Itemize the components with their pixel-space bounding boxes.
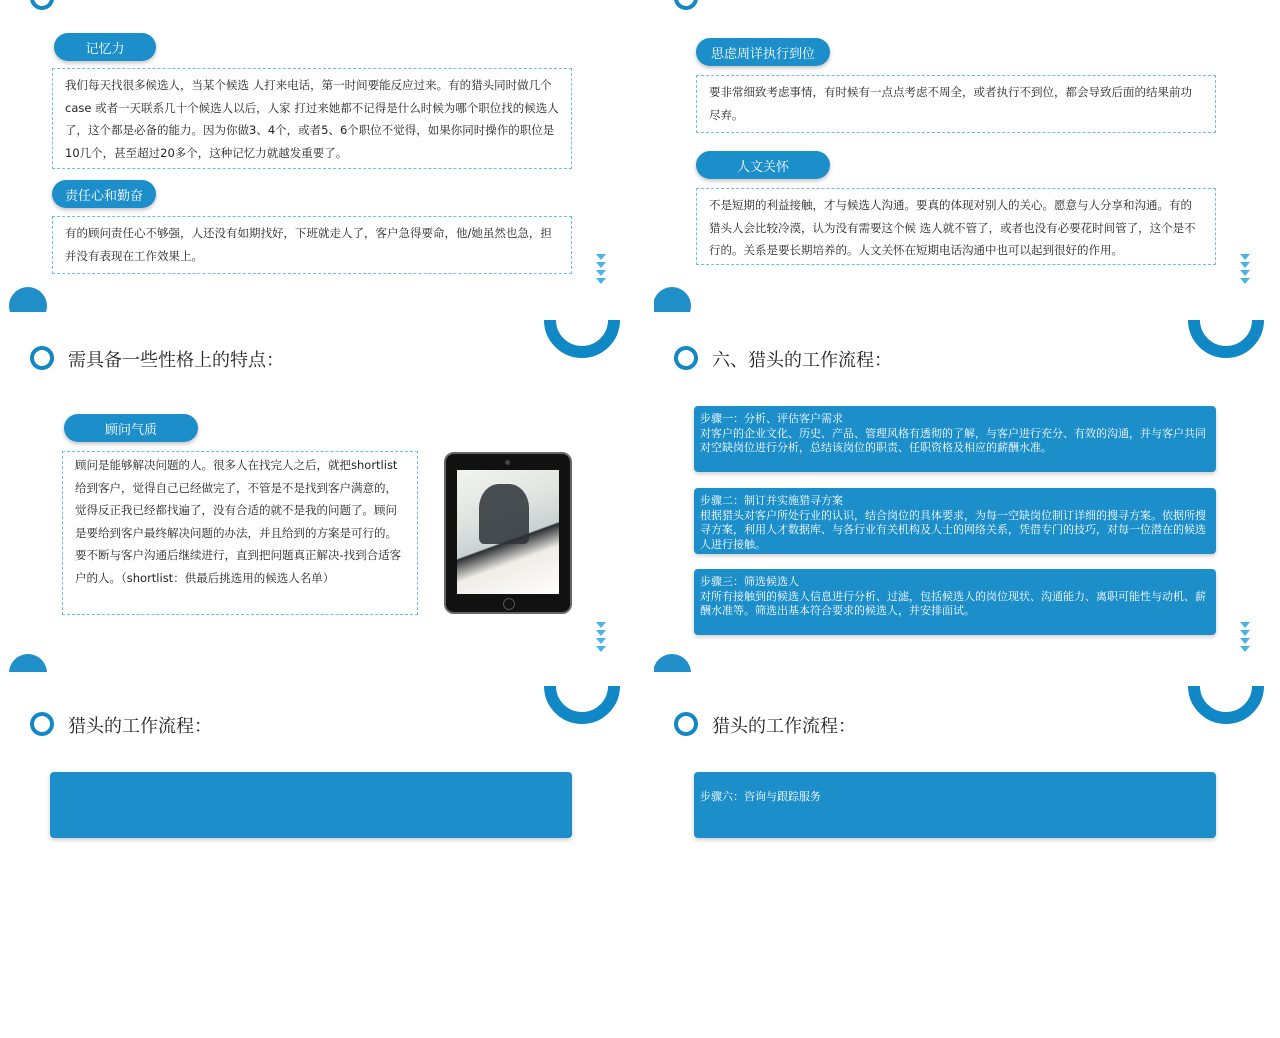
corner-arc-decoration: [544, 686, 620, 724]
corner-decoration: [9, 654, 47, 672]
memory-text: 我们每天找很多候选人，当某个候选 人打来电话，第一时间要能反应过来。有的猎头同时做几个case 或者一天联系几十个候选人以后，人家 打过来她都不记得是什么时候为哪个职位找的候选人了，这个都是必备的能力。因为你做3、4个，或者5、6个职位不觉得，如果你同时操作的职位是10几个，甚至超过20多个，这种记忆力就越发重要了。: [65, 78, 559, 160]
scroll-down-chevrons-icon: [1240, 254, 1250, 286]
pill-responsibility: 责任心和勤奋: [52, 180, 156, 208]
slide-4: [654, 320, 1280, 672]
step-3-heading: 步骤三：筛选候选人: [700, 575, 799, 588]
slide-title: 猎头的工作流程：: [68, 716, 212, 737]
scroll-down-chevrons-icon: [596, 254, 606, 286]
slide-3: [0, 320, 626, 672]
step-1-box: [694, 406, 1216, 472]
tablet-camera: [505, 460, 510, 465]
responsibility-text: 有的顾问责任心不够强，人还没有如期找好，下班就走人了，客户急得要命，他/她虽然也急，担并没有表现在工作效果上。: [65, 226, 552, 263]
memory-text-box: [52, 68, 572, 169]
step-2-box: [694, 488, 1216, 554]
slide-2: [654, 0, 1280, 312]
step-3-box: [694, 569, 1216, 635]
slide-5: [0, 686, 626, 1038]
corner-arc-decoration: [1188, 320, 1264, 358]
title-ring-icon: [674, 0, 698, 10]
title-ring-icon: [30, 0, 54, 10]
step-1-body: 对客户的企业文化、历史、产品、管理风格有透彻的了解，与客户进行充分、有效的沟通，并与客户共同对空缺岗位进行分析，总结该岗位的职责、任职资格及相应的薪酬水准。: [700, 426, 1206, 454]
step-6-heading: 步骤六：咨询与跟踪服务: [700, 790, 821, 803]
step-1-heading: 步骤一：分析、评估客户需求: [700, 412, 843, 425]
tablet-image: [444, 452, 572, 614]
step-3-body: 对所有接触到的候选人信息进行分析、过滤，包括候选人的岗位现状、沟通能力、离职可能性与动机、薪酬水准等。筛选出基本符合要求的候选人，并安排面试。: [700, 589, 1206, 617]
slide-title: 需具备一些性格上的特点：: [68, 350, 284, 371]
pill-consultant: 顾问气质: [64, 414, 198, 442]
corner-decoration: [9, 287, 47, 312]
consultant-text: 顾问是能够解决问题的人。很多人在找完人之后，就把shortlist给到客户，觉得自己已经做完了，不管是不是找到客户满意的，觉得反正我已经都找遍了，没有合适的就不是我的问题了。顾问是要给到客户最终解决问题的办法，并且给到的方案是可行的。要不断与客户沟通后继续进行，直到把问题真正解决-找到合适客户的人。（shortlist：供最后挑选用的候选人名单）: [75, 458, 402, 585]
thorough-text: 要非常细致考虑事情，有时候有一点点考虑不周全，或者执行不到位，都会导致后面的结果前功尽弃。: [709, 85, 1192, 122]
step-2-heading: 步骤二：制订并实施猎寻方案: [700, 494, 843, 507]
scroll-down-chevrons-icon: [596, 622, 606, 654]
care-text-box: [696, 188, 1216, 265]
slide-6: [654, 686, 1280, 1038]
responsibility-text-box: [52, 216, 572, 274]
corner-decoration: [654, 654, 691, 672]
corner-arc-decoration: [1188, 686, 1264, 724]
pill-memory: 记忆力: [54, 33, 156, 61]
tablet-screen-photo: [457, 470, 559, 594]
title-ring-icon: [674, 346, 698, 370]
scroll-down-chevrons-icon: [1240, 622, 1250, 654]
title-ring-icon: [674, 712, 698, 736]
consultant-text-box: [62, 451, 418, 615]
thorough-text-box: [696, 75, 1216, 133]
care-text: 不是短期的利益接触，才与候选人沟通。要真的体现对别人的关心。愿意与人分享和沟通。有的猎头人会比较冷漠，认为没有需要这个候 选人就不管了，或者也没有必要花时间管了，这个是不行的。关系是要长期培养的。人文关怀在短期电话沟通中也可以起到很好的作用。: [709, 198, 1196, 257]
title-ring-icon: [30, 712, 54, 736]
title-ring-icon: [30, 346, 54, 370]
step-6-box: [694, 772, 1216, 838]
tablet-home-button: [503, 598, 515, 610]
column-gutter: [626, 0, 654, 800]
corner-decoration: [654, 287, 691, 312]
slide-title: 六、猎头的工作流程：: [712, 350, 892, 371]
pill-care: 人文关怀: [696, 151, 830, 179]
step-box: [50, 772, 572, 838]
corner-arc-decoration: [544, 320, 620, 358]
slide-title: 猎头的工作流程：: [712, 716, 856, 737]
pill-thorough: 思虑周详执行到位: [696, 38, 830, 66]
step-2-body: 根据猎头对客户所处行业的认识，结合岗位的具体要求，为每一空缺岗位制订详细的搜寻方案。依据所搜寻方案，利用人才数据库、与各行业有关机构及人士的网络关系，凭借专门的技巧，对每一位潜在的候选人进行接触。: [700, 508, 1206, 551]
slide-1: [0, 0, 626, 312]
